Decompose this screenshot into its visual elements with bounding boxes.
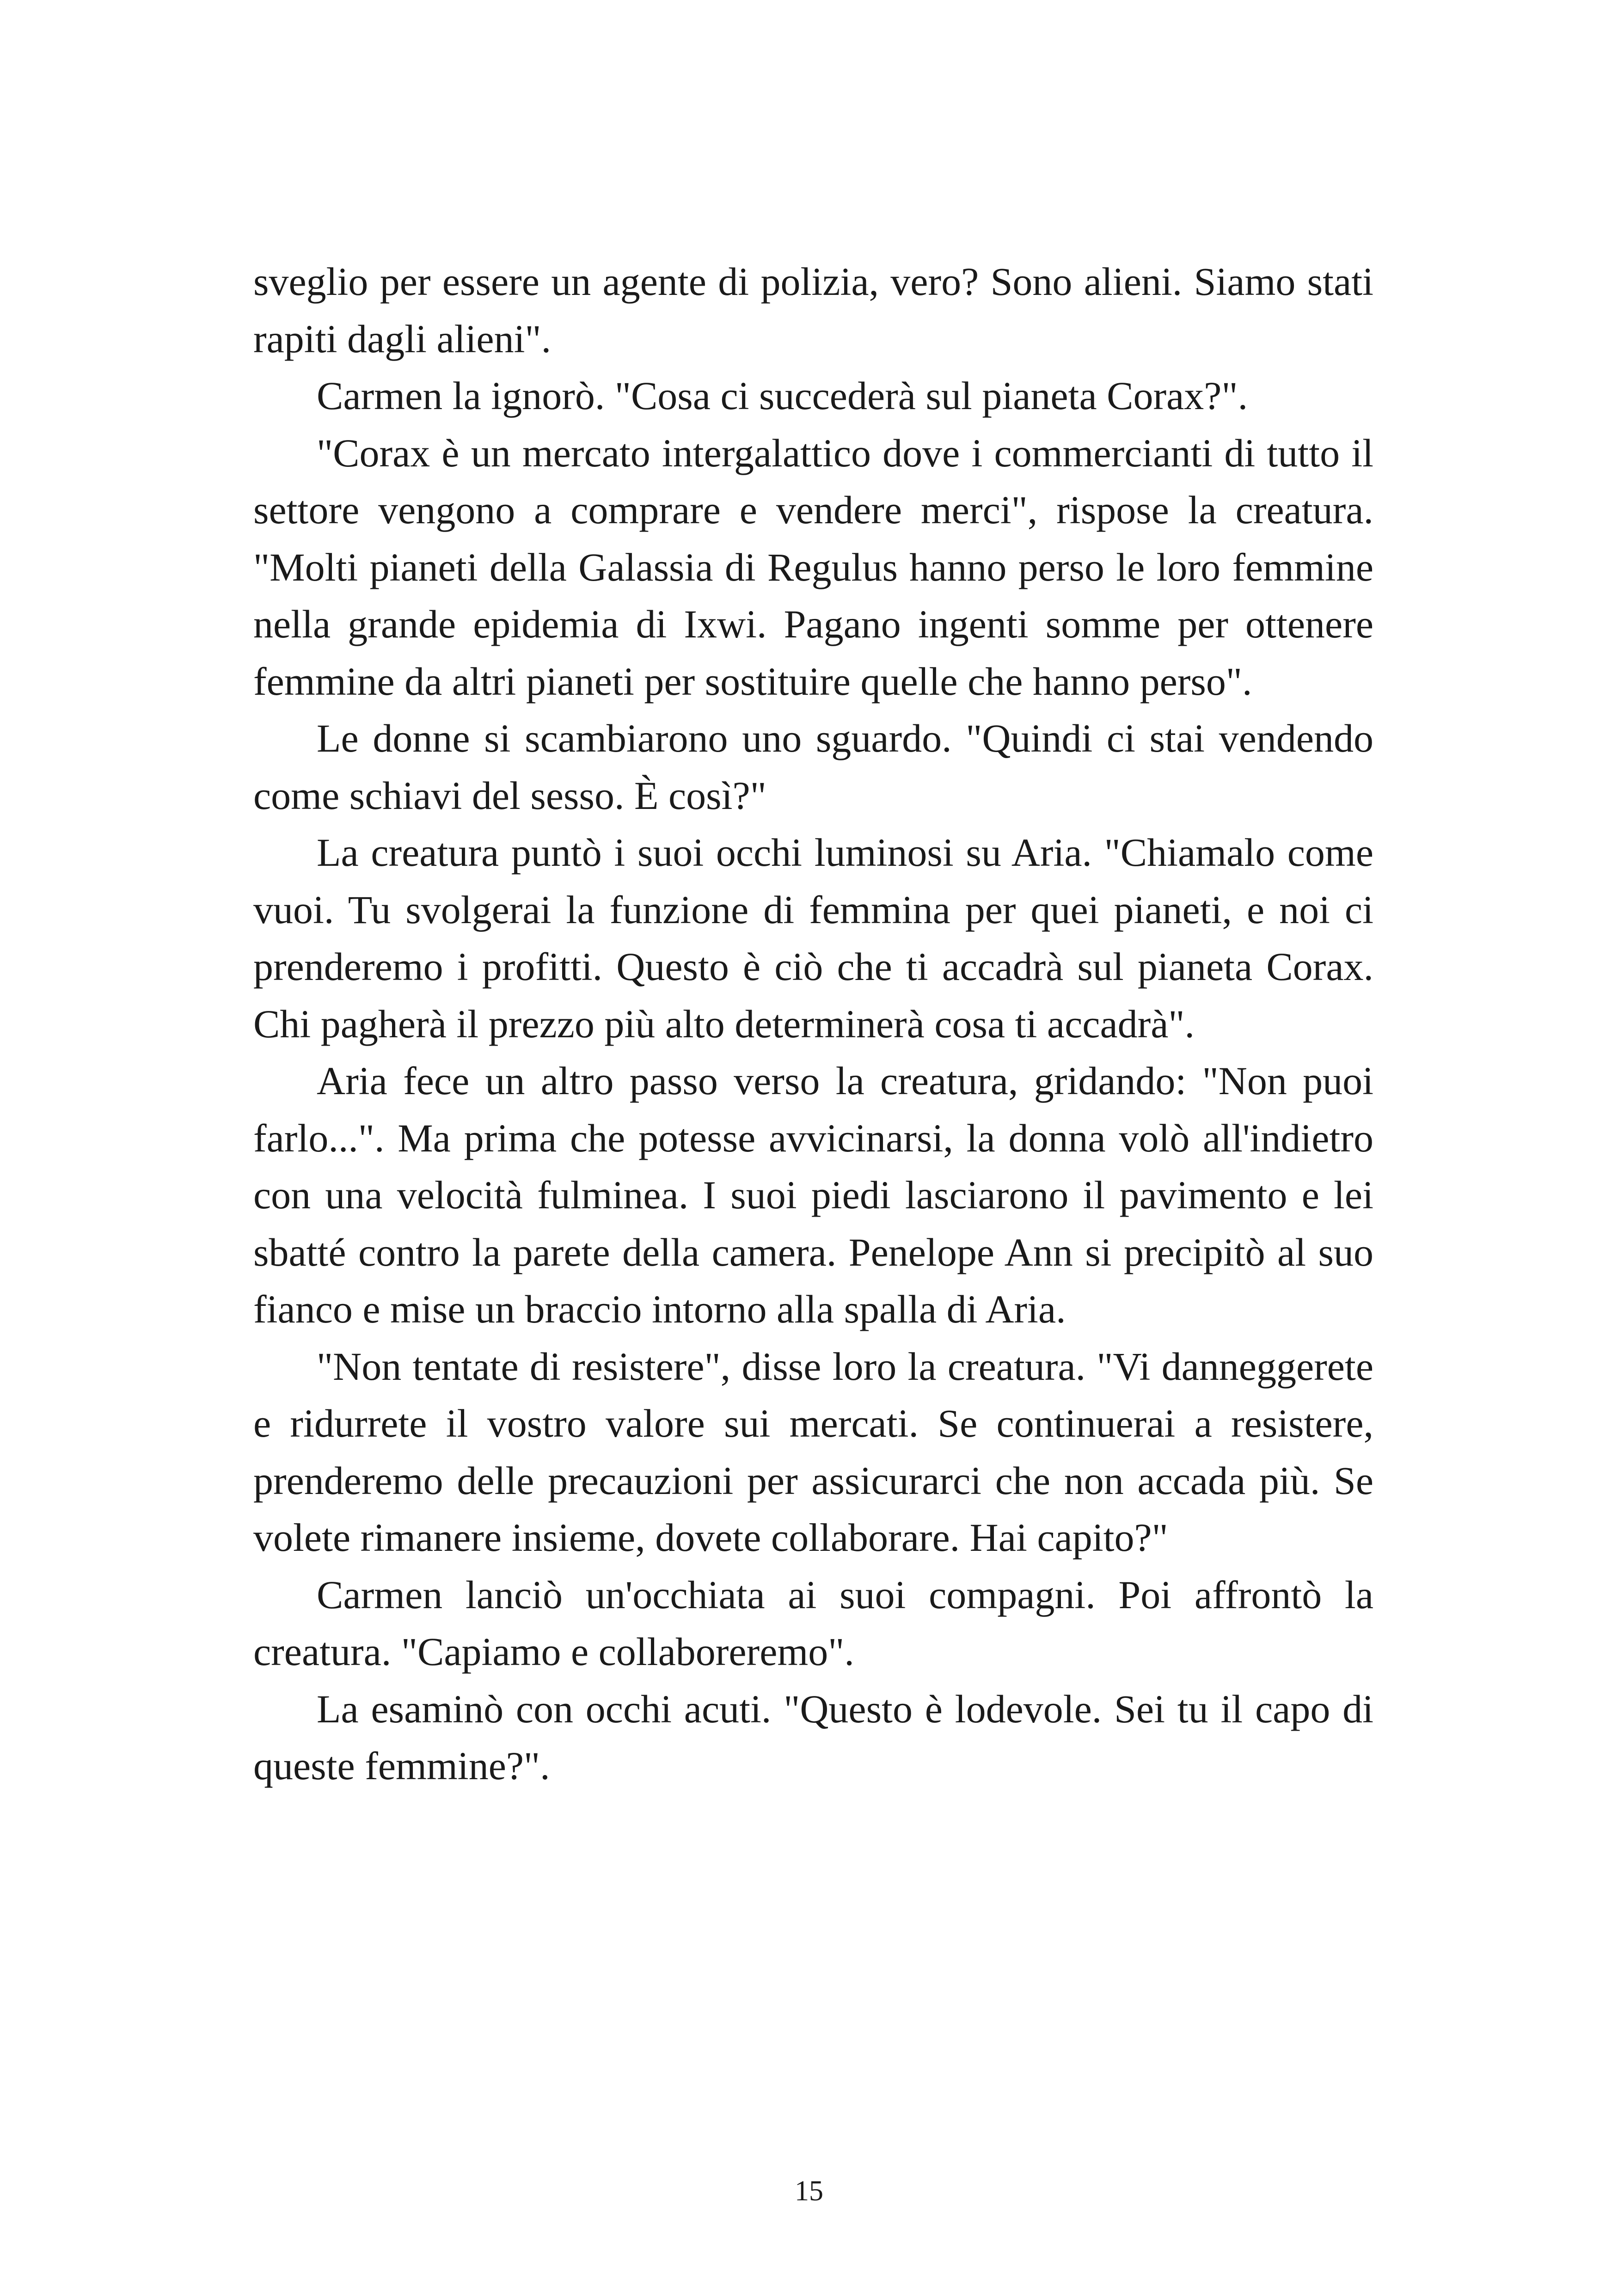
paragraph: Le donne si scambiarono uno sguardo. "Quindi ci stai vendendo come schiavi del sesso. È così?" <box>253 716 1373 818</box>
paragraph: "Non tentate di resistere", disse loro la creatura. "Vi danneggerete e ridurrete il vostro valore sui mercati. Se continuerai a resistere, prenderemo delle precauzioni per assicurarci che non accada più. Se volete rimanere insieme, dovete collaborare. Hai capito?" <box>253 1344 1373 1560</box>
paragraph: La creatura puntò i suoi occhi luminosi su Aria. "Chiamalo come vuoi. Tu svolgerai la funzione di femmina per quei pianeti, e noi ci prenderemo i profitti. Questo è ciò che ti accadrà sul pianeta Corax. Chi pagherà il prezzo più alto determinerà cosa ti accadrà". <box>253 830 1373 1046</box>
paragraph: Aria fece un altro passo verso la creatura, gridando: "Non puoi farlo...". Ma prima che potesse avvicinarsi, la donna volò all'indietro con una velocità fulminea. I suoi piedi lasciarono il pavimento e lei sbatté contro la parete della camera. Penelope Ann si precipitò al suo fianco e mise un braccio intorno alla spalla di Aria. <box>253 1059 1373 1331</box>
page-number: 15 <box>795 2175 823 2207</box>
paragraph: Carmen la ignorò. "Cosa ci succederà sul pianeta Corax?". <box>317 373 1248 418</box>
paragraph: Carmen lanciò un'occhiata ai suoi compagni. Poi affrontò la creatura. "Capiamo e collaboreremo". <box>253 1572 1373 1674</box>
paragraph: La esaminò con occhi acuti. "Questo è lodevole. Sei tu il capo di queste femmine?". <box>253 1686 1373 1788</box>
body-text <box>253 253 1373 1795</box>
paragraph: "Corax è un mercato intergalattico dove i commercianti di tutto il settore vengono a comprare e vendere merci", rispose la creatura. "Molti pianeti della Galassia di Regulus hanno perso le loro femmine nella grande epidemia di Ixwi. Pagano ingenti somme per ottenere femmine da altri pianeti per sostituire quelle che hanno perso". <box>253 430 1373 704</box>
paragraph: sveglio per essere un agente di polizia, vero? Sono alieni. Siamo stati rapiti dagli alieni". <box>253 259 1373 361</box>
